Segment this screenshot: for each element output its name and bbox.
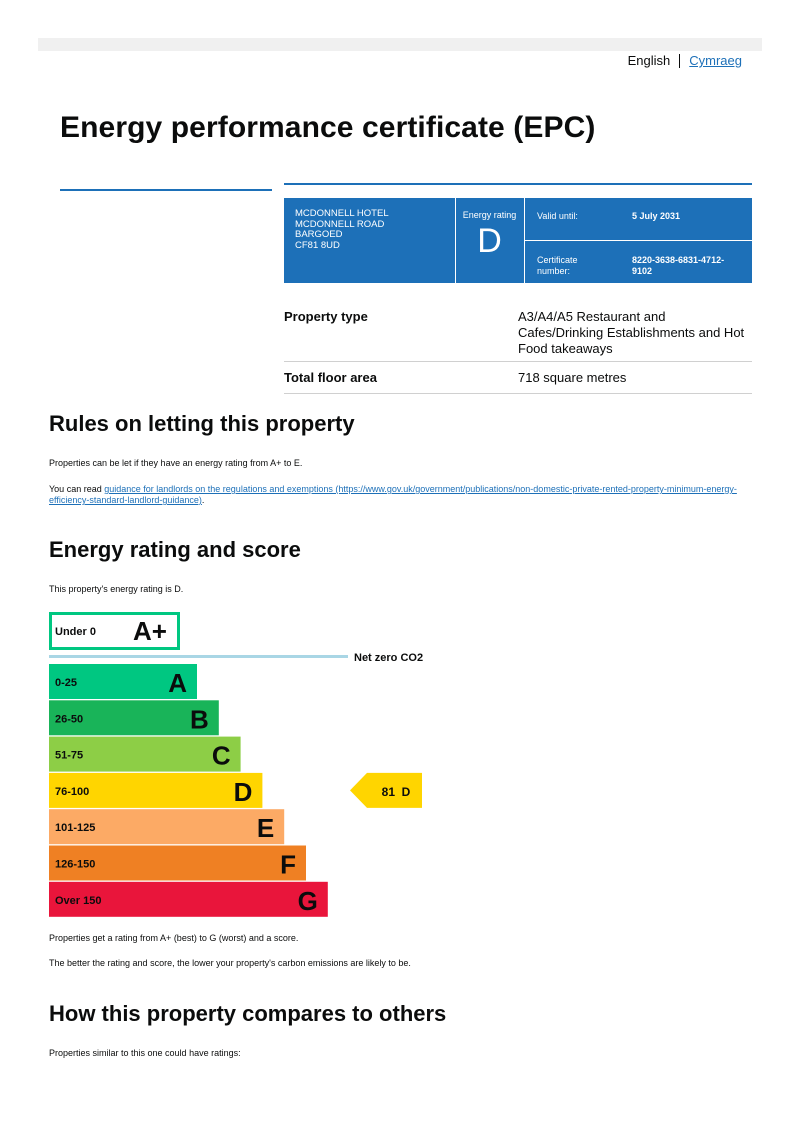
energy-rating-letter: D (477, 222, 502, 260)
address-line: MCDONNELL ROAD (295, 218, 385, 230)
current-rating-label: 81 D (381, 784, 411, 799)
energy-note-1: Properties get a rating from A+ (best) to G (worst) and a score. (49, 933, 299, 943)
rules-heading: Rules on letting this property (49, 411, 355, 436)
certificate-number-value: 8220-3638-6831-4712-9102 (632, 255, 725, 276)
band-d-letter: D (233, 776, 253, 807)
guidance-link[interactable]: guidance for landlords on the regulations and exemptions (https://www.gov.uk/government/publications/non-domestic-private-rented-property-minimum-energy-efficiency-standard-landlord-guidance) (49, 484, 737, 505)
property-type-label: Property type (284, 309, 368, 324)
band-g-range: Over 150 (55, 894, 102, 907)
property-type-value: A3/A4/A5 Restaurant and Cafes/Drinking Establishments and Hot Food takeaways (518, 309, 745, 356)
valid-until-label: Valid until: (537, 211, 578, 221)
net-zero-label: Net zero CO2 (354, 652, 424, 664)
band-b-range: 26-50 (55, 713, 84, 726)
floor-area-value: 718 square metres (518, 370, 627, 385)
band-c-letter: C (211, 740, 231, 771)
net-zero-line (49, 655, 348, 658)
compare-heading: How this property compares to others (49, 1001, 447, 1026)
energy-rating-label: Energy rating (462, 210, 517, 220)
band-e-letter: E (256, 813, 275, 844)
address-line: CF81 8UD (295, 239, 340, 251)
band-f-range: 126-150 (55, 858, 96, 871)
band-aplus-letter: A+ (133, 616, 167, 646)
band-a-range: 0-25 (55, 677, 78, 689)
band-g-letter: G (297, 885, 318, 916)
energy-intro: This property's energy rating is D. (49, 584, 184, 594)
guidance-prefix: You can read (49, 484, 105, 494)
language-english: English (627, 53, 671, 68)
floor-area-label: Total floor area (284, 370, 377, 385)
language-welsh-link[interactable]: Cymraeg (689, 53, 742, 68)
address-line: BARGOED (295, 229, 343, 240)
energy-heading: Energy rating and score (49, 537, 301, 562)
band-aplus-range: Under 0 (55, 626, 96, 638)
band-f-letter: F (280, 849, 296, 880)
guidance-suffix: . (201, 495, 205, 505)
address-line: MCDONNELL HOTEL (295, 208, 389, 219)
energy-note-2: The better the rating and score, the lower your property's carbon emissions are likely to be. (49, 958, 411, 968)
band-e-range: 101-125 (55, 822, 96, 835)
band-c-range: 51-75 (55, 749, 84, 762)
compare-intro: Properties similar to this one could have ratings: (49, 1048, 241, 1058)
band-a-letter: A (168, 668, 187, 698)
page-title: Energy performance certificate (EPC) (60, 111, 596, 144)
band-b-letter: B (190, 704, 209, 735)
certificate-number-label: Certificate number: (537, 255, 578, 276)
rules-text: Properties can be let if they have an energy rating from A+ to E. (49, 458, 303, 468)
band-d-range: 76-100 (55, 785, 90, 798)
valid-until-value: 5 July 2031 (632, 211, 681, 221)
